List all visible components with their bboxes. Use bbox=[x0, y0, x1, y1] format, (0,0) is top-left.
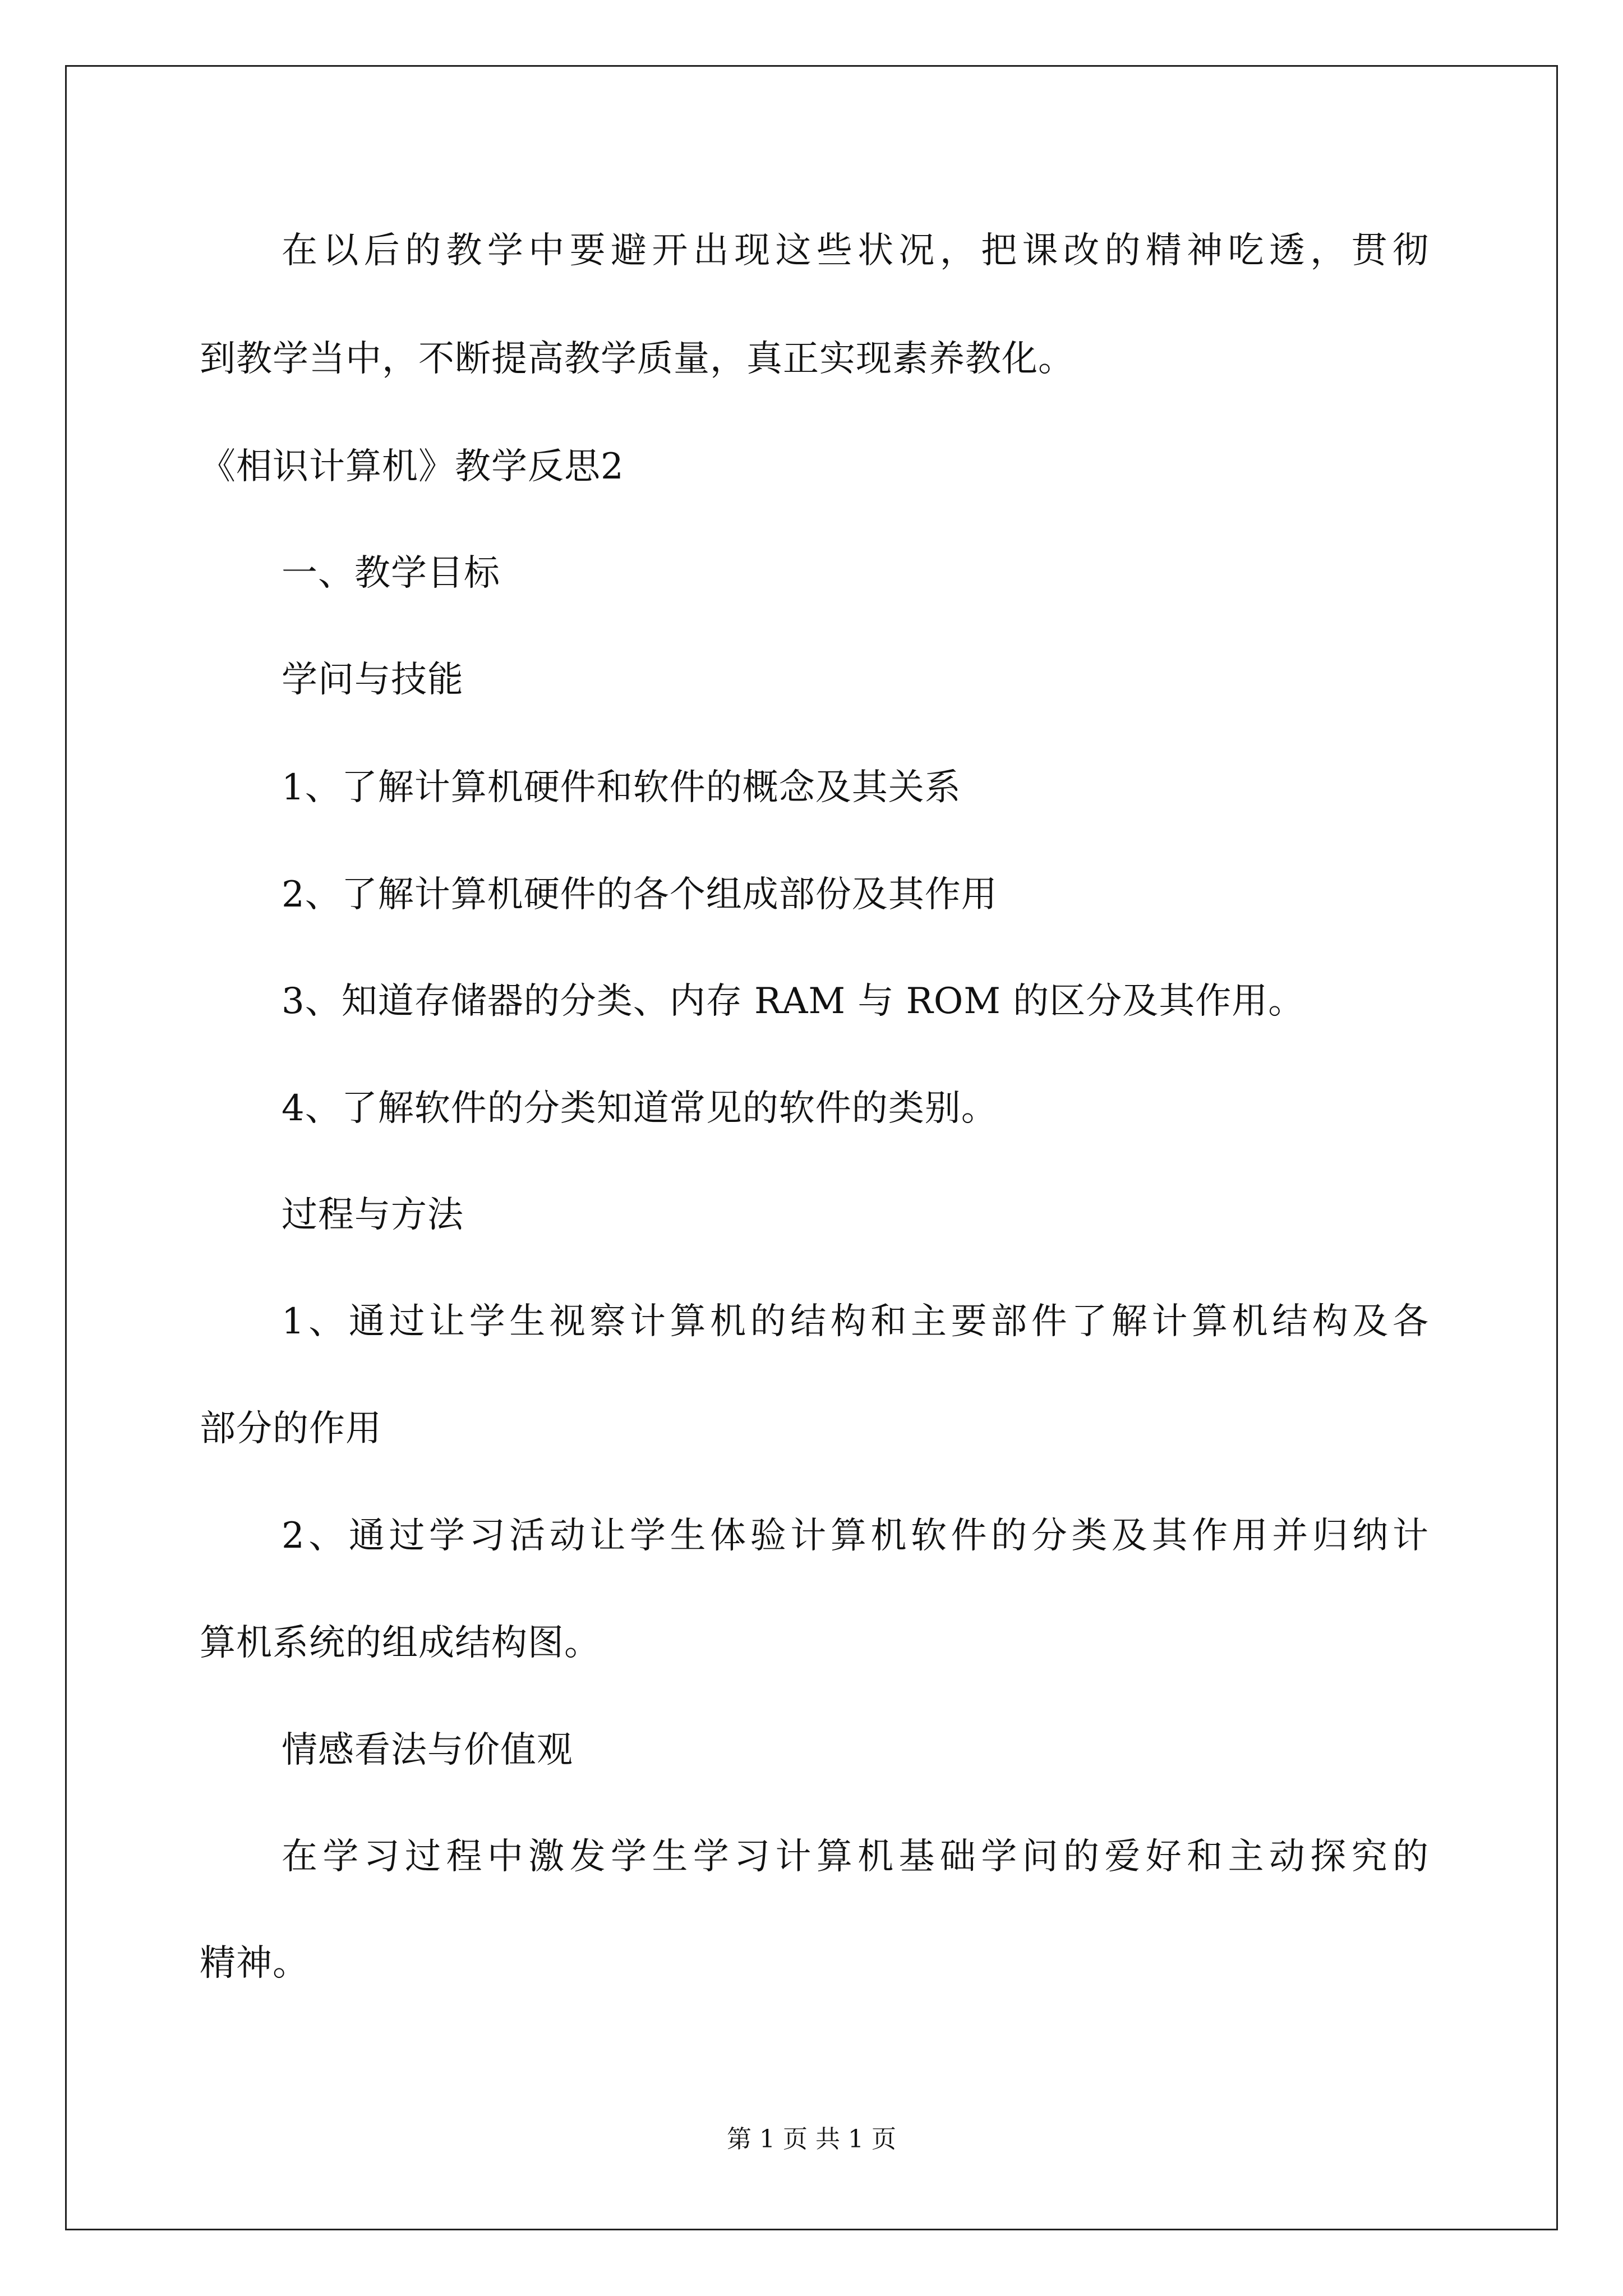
list-item: 2、了解计算机硬件的各个组成部份及其作用 bbox=[282, 874, 998, 915]
paragraph-line: 过程与方法 bbox=[282, 1194, 464, 1236]
paragraph-line: 在学习过程中激发学生学习计算机基础学问的爱好和主动探究的 bbox=[282, 1836, 1429, 1878]
paragraph-line: 学问与技能 bbox=[282, 659, 464, 701]
page-number-footer: 第 1 页 共 1 页 bbox=[727, 2125, 896, 2154]
page-border bbox=[65, 65, 1558, 2230]
section-heading: 《相识计算机》教学反思2 bbox=[200, 446, 624, 487]
list-item: 3、知道存储器的分类、内存 RAM 与 ROM 的区分及其作用。 bbox=[282, 981, 1305, 1022]
paragraph-line: 到教学当中，不断提高教学质量，真正实现素养教化。 bbox=[200, 338, 1075, 380]
paragraph-line: 情感看法与价值观 bbox=[282, 1729, 573, 1771]
paragraph-line: 一、教学目标 bbox=[282, 553, 500, 594]
paragraph-line: 精神。 bbox=[200, 1943, 309, 1984]
list-item: 4、了解软件的分类知道常见的软件的类别。 bbox=[282, 1088, 998, 1129]
paragraph-line: 在以后的教学中要避开出现这些状况，把课改的精神吃透，贯彻 bbox=[282, 230, 1429, 272]
list-item: 2、通过学习活动让学生体验计算机软件的分类及其作用并归纳计 bbox=[282, 1515, 1429, 1557]
list-item: 1、了解计算机硬件和软件的概念及其关系 bbox=[282, 767, 961, 808]
list-item: 1、通过让学生视察计算机的结构和主要部件了解计算机结构及各 bbox=[282, 1301, 1429, 1342]
paragraph-line: 算机系统的组成结构图。 bbox=[200, 1622, 601, 1664]
paragraph-line: 部分的作用 bbox=[200, 1408, 382, 1450]
